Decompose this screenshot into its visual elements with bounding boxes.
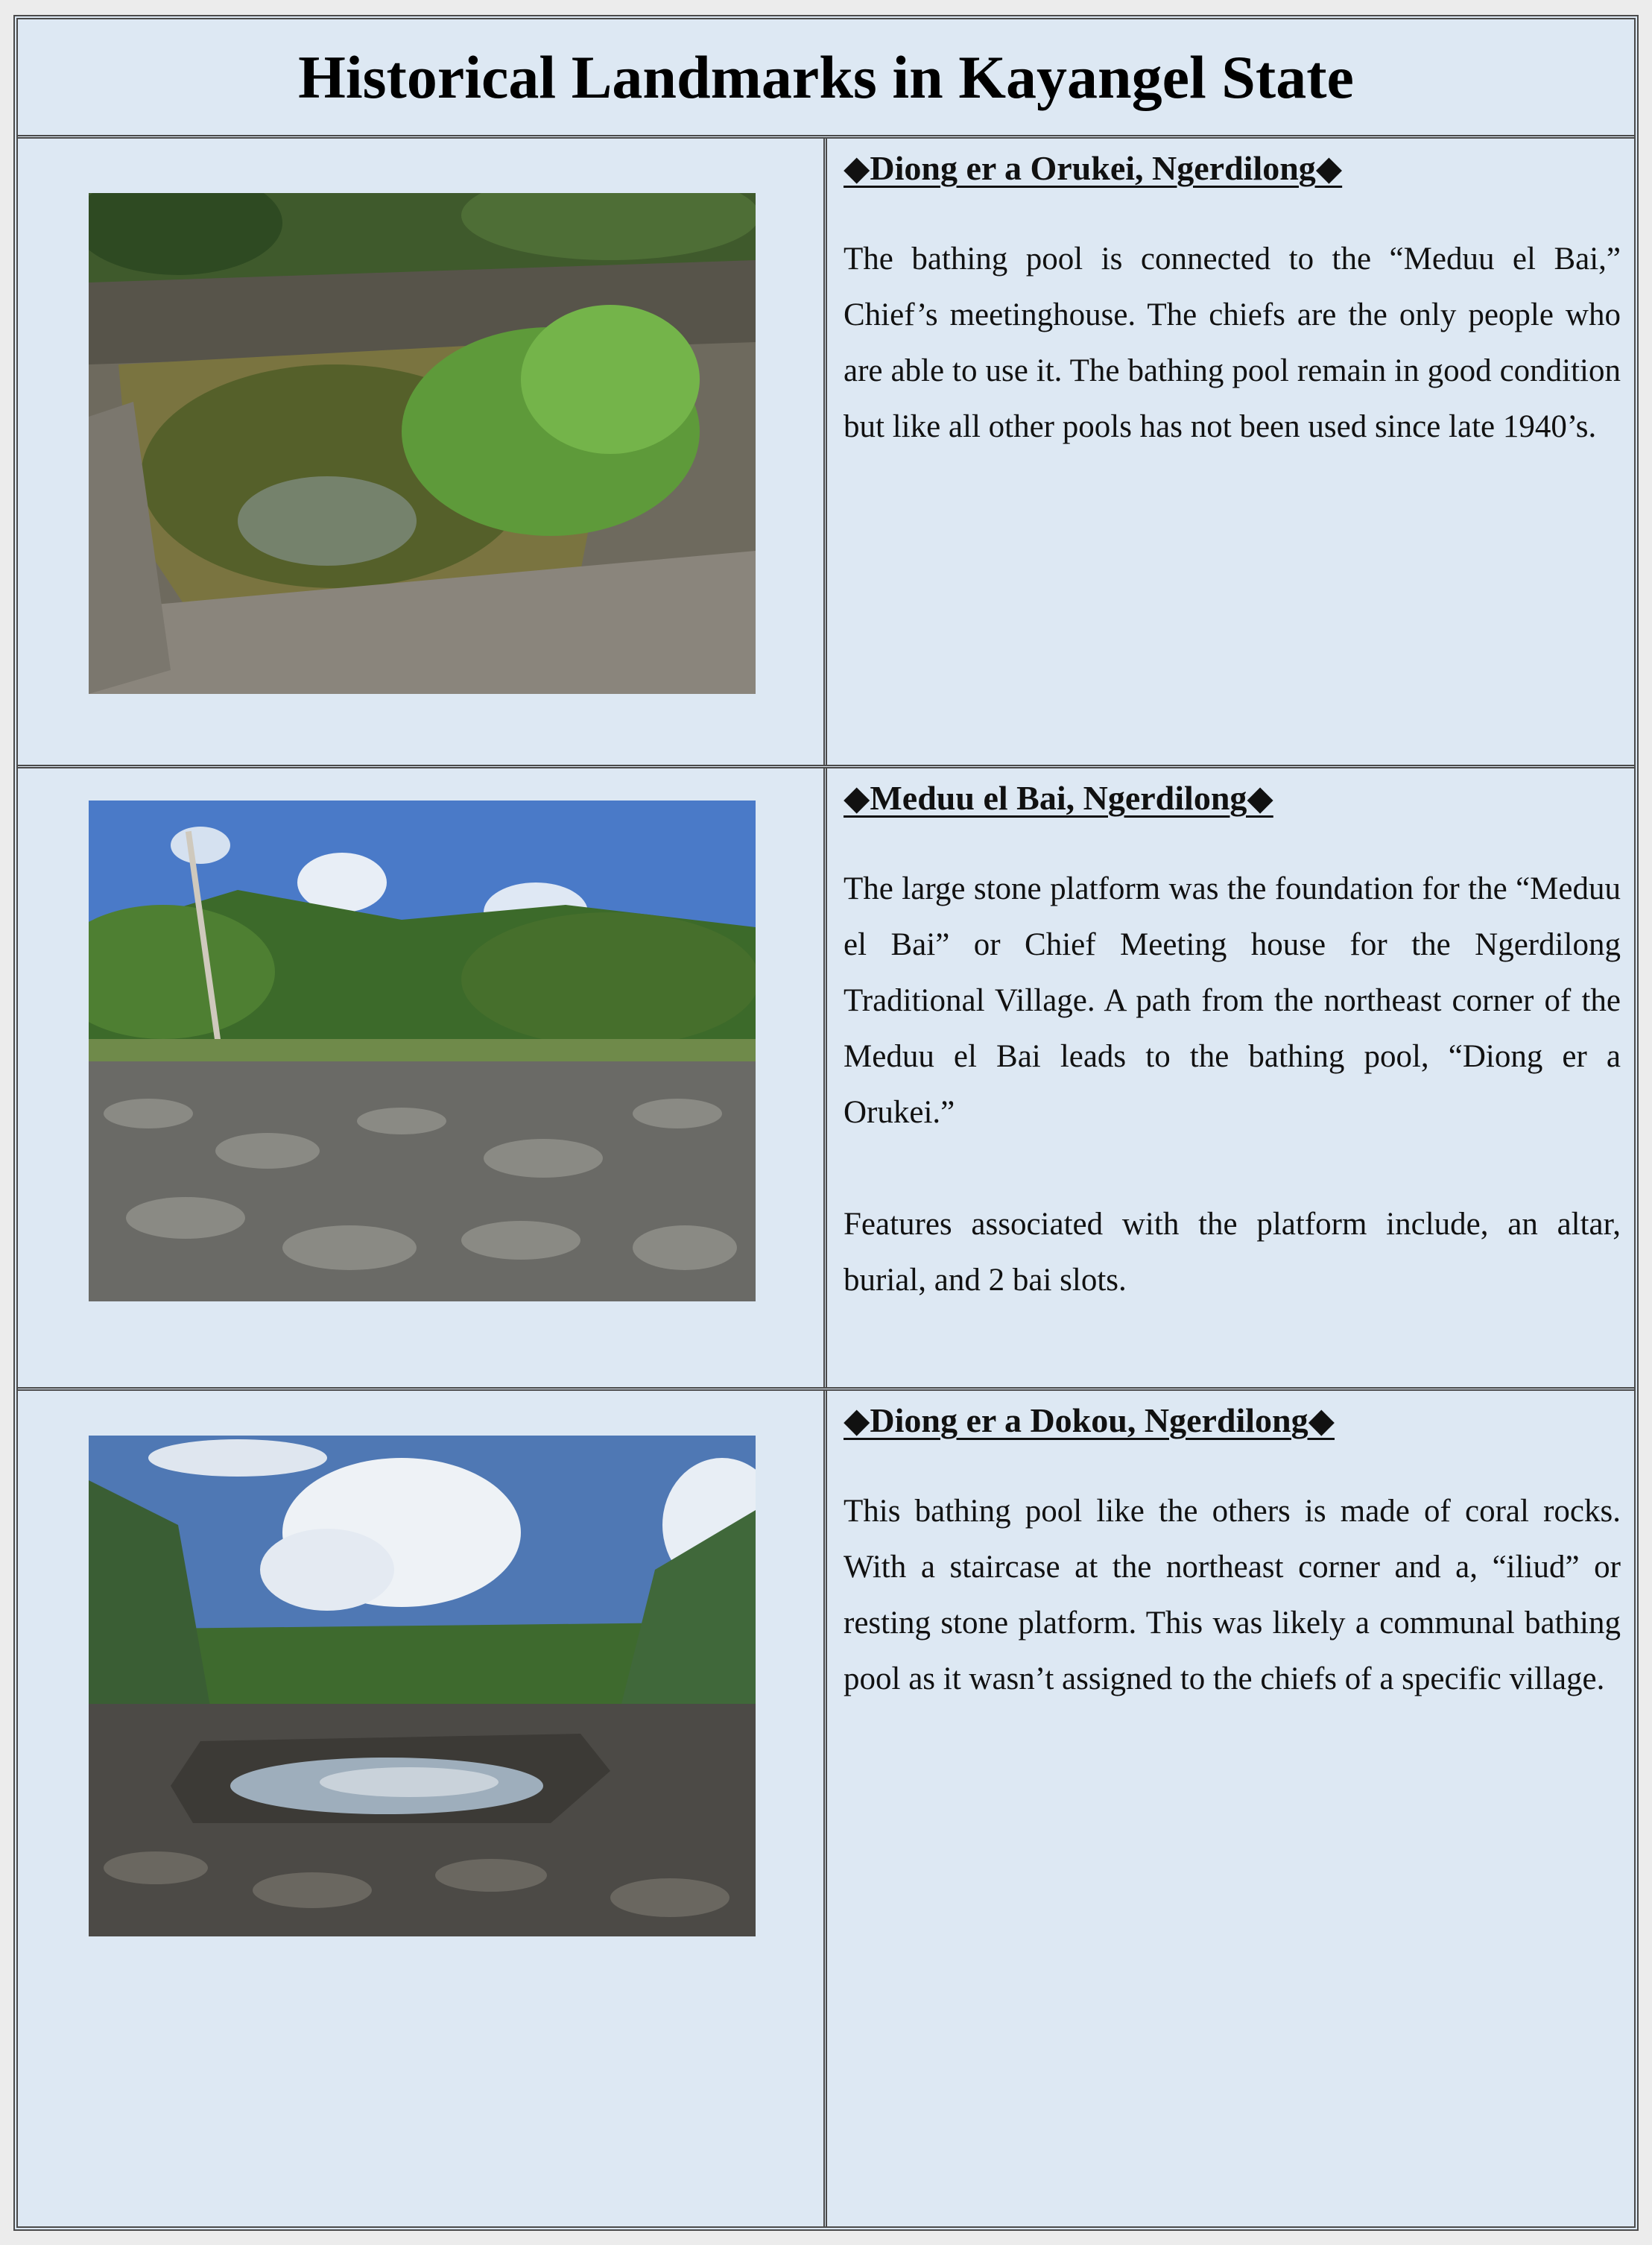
landmark-description-features: Features associated with the platform include, an altar, burial, and 2 bai slots.	[844, 1206, 1621, 1298]
stone-platform-photo	[89, 801, 756, 1301]
landmark-description: The large stone platform was the foundation for the “Meduu el Bai” or Chief Meeting house for the Ngerdilong Traditional Village. A path from the northeast corner of the Meduu el Bai leads to the bathing pool, “Diong er a Orukei.”	[844, 871, 1621, 1130]
landmark-text-cell	[827, 139, 1634, 765]
landmark-image-cell	[18, 1391, 827, 2226]
title-row	[18, 19, 1634, 139]
landmark-description: This bathing pool like the others is made of coral rocks. With a staircase at the northeast corner and a, “iliud” or resting stone platform. This was likely a communal bathing pool as it wasn’t assigned to the chiefs of a specific village.	[844, 1493, 1621, 1696]
landmark-row-3	[18, 1391, 1634, 2226]
communal-pool-photo	[89, 1436, 756, 1936]
landmark-description: The bathing pool is connected to the “Meduu el Bai,” Chief’s meetinghouse. The chiefs are the only people who are able to use it. The bathing pool remain in good condition but like all other pools has not been used since late 1940’s.	[844, 241, 1621, 444]
landmarks-page	[13, 15, 1639, 2231]
landmark-heading: ◆Meduu el Bai, Ngerdilong◆	[844, 779, 1273, 817]
bathing-pool-photo	[89, 193, 756, 694]
landmark-heading: ◆Diong er a Orukei, Ngerdilong◆	[844, 149, 1343, 187]
landmark-text-cell	[827, 1391, 1634, 2226]
page-title: Historical Landmarks in Kayangel State	[298, 42, 1354, 111]
landmark-text-cell	[827, 768, 1634, 1387]
landmark-row-2	[18, 768, 1634, 1391]
landmark-image-cell	[18, 139, 827, 765]
landmark-row-1	[18, 139, 1634, 768]
landmark-image-cell	[18, 768, 827, 1387]
landmark-heading: ◆Diong er a Dokou, Ngerdilong◆	[844, 1401, 1335, 1439]
